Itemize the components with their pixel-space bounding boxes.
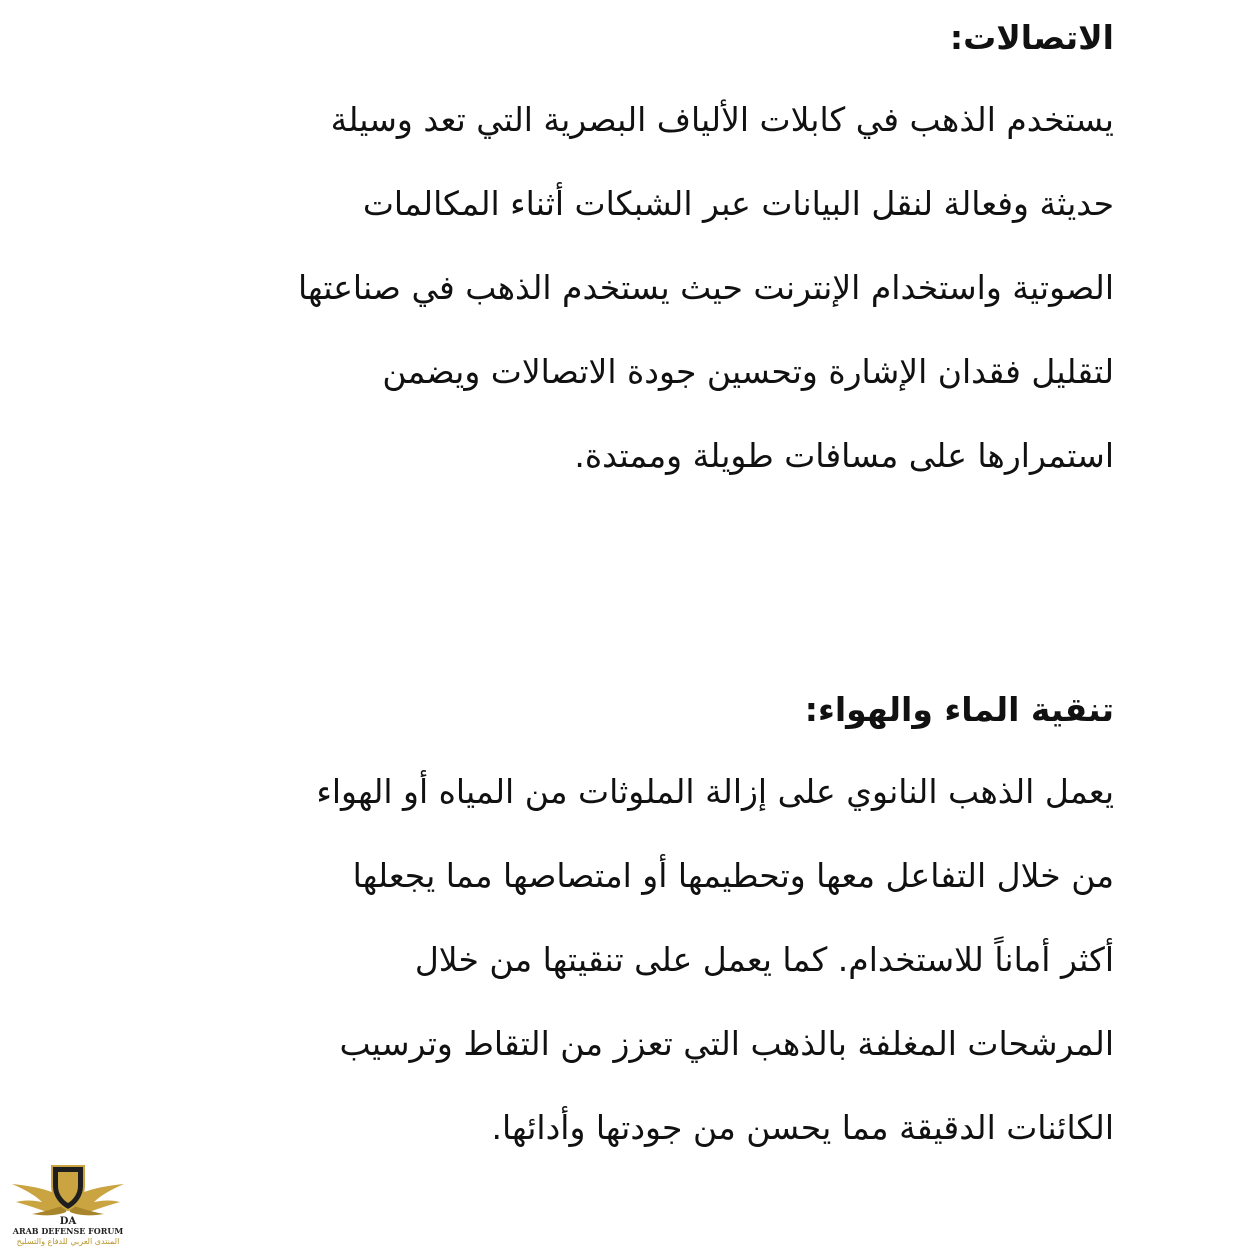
winged-shield-icon	[8, 1160, 128, 1226]
logo-name-arabic: المنتدى العربي للدفاع والتسليح	[16, 1237, 120, 1246]
paragraph-line: يستخدم الذهب في كابلات الألياف البصرية التي تعد وسيلة	[330, 100, 1114, 139]
section-water-air-purification	[114, 682, 1114, 1170]
paragraph-line: يعمل الذهب النانوي على إزالة الملوثات من المياه أو الهواء	[316, 772, 1114, 811]
section-heading: تنقية الماء والهواء:	[804, 690, 1114, 729]
paragraph-line: استمرارها على مسافات طويلة وممتدة.	[574, 436, 1114, 475]
paragraph-line: المرشحات المغلفة بالذهب التي تعزز من التقاط وترسيب	[339, 1024, 1114, 1063]
section-communications	[114, 10, 1114, 498]
paragraph-line: لتقليل فقدان الإشارة وتحسين جودة الاتصالات ويضمن	[382, 352, 1114, 391]
section-heading: الاتصالات:	[949, 18, 1114, 57]
logo-name-english: ARAB DEFENSE FORUM	[12, 1226, 124, 1236]
paragraph-line: الصوتية واستخدام الإنترنت حيث يستخدم الذهب في صناعتها	[298, 268, 1114, 307]
paragraph-line: حديثة وفعالة لنقل البيانات عبر الشبكات أثناء المكالمات	[362, 184, 1114, 223]
paragraph-line: الكائنات الدقيقة مما يحسن من جودتها وأدائها.	[491, 1108, 1114, 1147]
paragraph-line: من خلال التفاعل معها وتحطيمها أو امتصاصها مما يجعلها	[352, 856, 1114, 895]
arab-defense-forum-logo	[8, 1160, 128, 1250]
logo-monogram: DA	[59, 1216, 77, 1226]
paragraph-line: أكثر أماناً للاستخدام. كما يعمل على تنقيتها من خلال	[414, 940, 1114, 979]
